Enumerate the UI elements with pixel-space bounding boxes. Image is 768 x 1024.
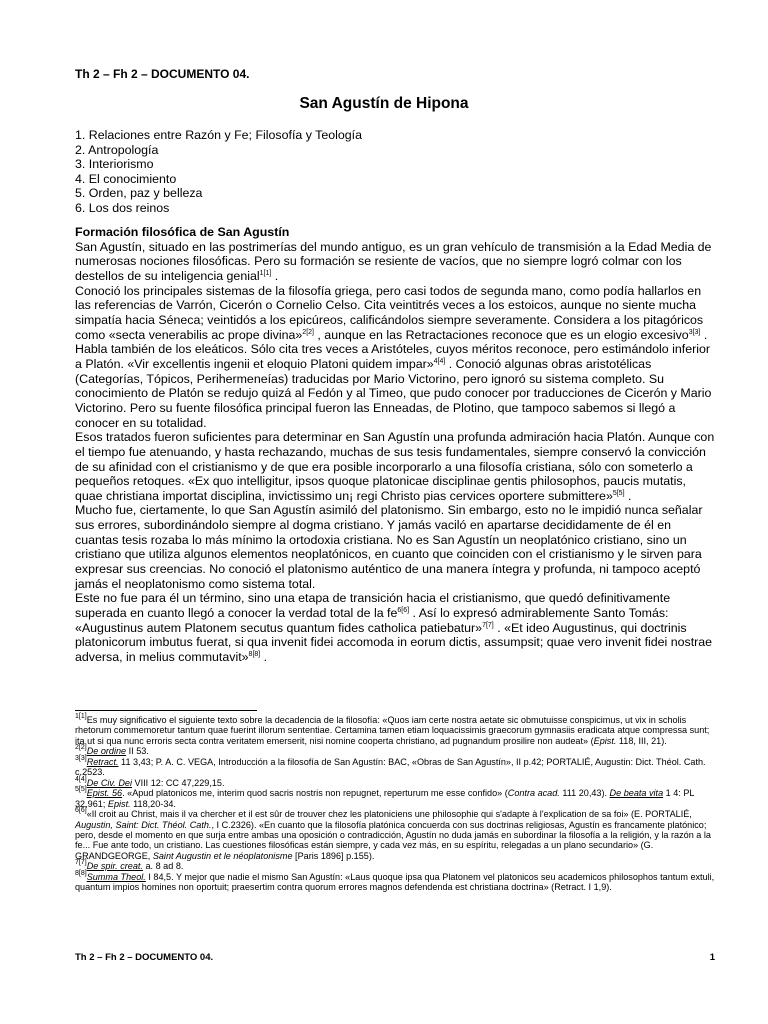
paragraph-text: , aunque en las Retractaciones reconoce que es un elogio excesivo [313,327,689,342]
footer-label: Th 2 – Fh 2 – DOCUMENTO 04. [75,952,214,963]
paragraph-text: Conoció los principales sistemas de la filosofía griega, pero casi todos de segunda mano, como podía hallarlos en las referencias de Varrón, Cicerón o Cornelio Celso. Cita veintitrés veces a los estoicos, aunque no siente mucha simpatía hacia Séneca; veintidós a los epicúreos, calificándolos siempre severamente. Considera a los pitagóricos como «secta venerabilis ac prope divina» [75,283,704,342]
footnote-italic: Augustin, Saint: Dict. Théol. Cath. [75,819,212,830]
footnote-italic: Epist. [593,735,617,746]
topic-item: 6. Los dos reinos [75,200,170,215]
paragraph-3 [75,430,715,503]
footnote-text: . «Apud platonicos me, interim quod sacris nostris non repugnet, reperturum me esse confido» ( [122,788,508,799]
topic-item: 5. Orden, paz y belleza [75,186,203,201]
footnote-text: II 53. [126,746,149,757]
page-number: 1 [709,952,715,963]
topic-item: 3. Interiorismo [75,157,154,172]
footnote-text: «Il croit au Christ, mais il va chercher et il est sûr de trouver chez les platoniciens une philosophie qui s'adapte à l'explication de sa foi» (E. PORTALIÉ, [86,809,692,820]
document-title: San Agustín de Hipona [299,95,469,112]
paragraph-text: . [271,268,279,283]
paragraph-2 [75,284,715,431]
footnote-text: 111 20,43). [559,788,610,799]
footnote-ref[interactable]: 7[7] [482,621,494,629]
document-header-label: Th 2 – Fh 2 – DOCUMENTO 04. [75,67,250,81]
footnote-ref[interactable]: 3[3] [688,328,701,336]
footnote-marker[interactable]: 7[7] [75,859,87,867]
paragraph-4 [75,503,715,591]
footnote-text: 11 3,43; P. A. C. VEGA, Introducción a la filosofía de San Agustín: BAC, «Obras de San Agustín», II p.42; PORTALIÉ, Augustin: Dict. Théol. Cath. c.2523. [75,756,706,778]
footnote-text: [Paris 1896] p.155). [292,850,375,861]
footnote-ref[interactable]: 6[6] [397,607,410,615]
paragraph-text: San Agustín, situado en las postrimerías del mundo antiguo, es un gran vehículo de transmisión a la Edad Media de numerosas nociones filosóficas. Pero su formación se resiente de vacíos, que no siempre logró colmar con los destellos de su inteligencia genial [75,239,712,283]
footnote-text: , I C.2326). «En cuanto que la filosofía platónica concuerda con sus doctrinas religiosas, Agustín es francamente platónico; pero, desde el momento en que surja entre ambas una oposición o contradicción, Agustín no duda jamás en subordinar la filosofía a la religión, y la razón a la fe... Fue ante todo, un cristiano. Las cuestiones filosóficas están siempre, y cada vez más, en su espíritu, relegadas a un plano secundario» (G. GRANDGEORGE, [75,819,711,861]
footnote-2 [75,746,721,756]
paragraph-text: . «Et ideo Augustinus, qui doctrinis platonicorum imbutus fuerat, si qua invenit fidei accomoda in eorum dictis, assumpsit; quae vero invenit fidei nostrae adversa, in melius commutavit» [75,620,713,665]
footnote-7 [75,861,721,871]
paragraph-text: Este no fue para él un término, sino una etapa de transición hacia el cristianismo, que quedó definitivamente superada en cuanto llegó a conocer la verdad total de la fe [75,591,671,621]
footnote-ref[interactable]: 8[8] [248,651,261,659]
footnote-italic: Saint Augustin et le néoplatonisme [152,850,293,861]
footnote-ref[interactable]: 5[5] [612,489,625,497]
topic-item: 4. El conocimiento [75,171,177,186]
main-text [75,225,715,665]
paragraph-text: . [260,650,268,665]
topic-list [75,128,362,216]
footnote-italic: Epist. 56 [86,788,123,799]
footnote-italic: De Civ. Dei [86,777,132,788]
topic-item: 2. Antropología [75,142,159,157]
paragraph-1 [75,240,715,284]
footnote-ref[interactable]: 2[2] [302,328,314,336]
footnote-text: 118,20-34. [130,798,176,809]
footnote-italic: De spir. creat. [86,861,143,872]
footnote-5 [75,788,721,809]
paragraph-text: . Conoció algunas obras aristotélicas (Categorías, Tópicos, Perihermeneías) traducidas por Mario Victorino, pero ignoró su sistema completo. Su conocimiento de Platón se redujo quizá al Fedón y al Timeo, que pudo conocer por traducciones de Cicerón y Mario Victorino. Pero su fuente filosófica principal fueron las Enneadas, de Plotino, que tampoco sabemos si llegó a conocer en su totalidad. [75,356,712,430]
footnote-italic: De beata vita [609,788,664,799]
paragraph-text: . [624,488,632,503]
footnote-ref[interactable]: 4[4] [433,357,446,365]
paragraph-5 [75,591,715,664]
footnote-divider [75,710,257,711]
footnote-italic: Retract. [86,756,119,767]
footnote-italic: Epist. [107,798,131,809]
footnote-marker[interactable]: 5[5] [75,786,87,794]
footnote-6 [75,809,721,861]
footnote-4 [75,775,721,788]
page-footer [75,952,715,963]
paragraph-text: Mucho fue, ciertamente, lo que San Agustín asimiló del platonismo. Sin embargo, esto no le impidió nunca señalar sus errores, subordinándolo siempre al dogma cristiano. Y jamás vaciló en apartarse decididamente de él en cuantas tesis rozaba lo más mínimo la ortodoxia cristiana. No es San Agustín un neoplatónico cristiano, sino un cristiano que utiliza algunos elementos neoplatónicos, en cuanto que coinciden con el cristianismo y le sirven para expresar sus creencias. No conoció el platonismo auténtico de una manera íntegra y profunda, ni tampoco aceptó jamás el neoplatonismo como sistema total. [75,503,703,591]
section-heading: Formación filosófica de San Agustín [75,225,290,239]
footnote-marker[interactable]: 4[4] [75,775,87,783]
footnote-marker[interactable]: 6[6] [75,807,87,815]
footnotes [75,715,721,893]
paragraph-text: . Habla también de los eleáticos. Sólo cita tres veces a Aristóteles, cuyos méritos reconoce, pero estimándolo inferior a Platón. «Vir excellentis ingenii et eloquio Platoni quidem impar» [75,327,710,371]
footnote-text: Es muy significativo el siguiente texto sobre la decadencia de la filosofía: «Quos iam certe nostra aetate sic obmutuisse conspicimus, ut vix in scholis rhetorum commemoretur tantum quae fuerint illorum sententiae. Certamina tamen etiam loquacissimis graecorum gymnasiis eradicata atque compressa sunt; ita ut si qua nunc erroris secta contra veritatem emerserit, nisi nomine cooperta christiano, ad pugnandum prosilire non audeat» ( [75,715,710,746]
footnote-3 [75,754,721,778]
footnote-8 [75,869,721,893]
paragraph-text: Esos tratados fueron suficientes para determinar en San Agustín una profunda admiración hacia Platón. Aunque con el tiempo fue atenuando, y hasta rechazando, muchas de sus tesis fundamentales, siempre conservó la convicción de su afinidad con el cristianismo y de que era posible incorporarlo a una filosofía cristiana, sólo con someterlo a pequeños retoques. «Ex quo intelligitur, ipsos quoque platonicae disciplinae gentis philosophos, paucis mutatis, quae christiana importat disciplina, invictissimo un¡ regi Christo pias cervices oportere submittere» [75,430,715,503]
footnote-italic: Summa Theol. [86,871,146,882]
footnote-marker[interactable]: 1[1] [75,713,87,720]
footnote-1 [75,715,721,746]
footnote-text: a. 8 ad 8. [142,861,184,872]
footnote-text: 1 4: PL 32,961; [75,788,695,809]
topic-item: 1. Relaciones entre Razón y Fe; Filosofía y Teología [75,128,362,142]
footnote-text: I 84,5. Y mejor que nadie el mismo San Agustín: «Laus quoque ipsa qua Platonem vel platonicos seu academicos philosophos tantum extuli, quantum impios homines non oportuit; praesertim contra quorum errores magnos defendenda est christiana doctrina» (Retract. I 1,9). [75,871,715,893]
footnote-italic: De ordine [86,746,127,757]
footnote-italic: Contra acad. [507,788,560,799]
footnote-text: 118, III, 21). [616,735,667,746]
footnote-ref[interactable]: 1[1] [259,269,272,277]
paragraph-text: . Así lo expresó admirablemente Santo Tomás: «Augustinus autem Platonem secutus quantum fides catholica patiebatur» [75,606,669,635]
footnote-text: VIII 12: CC 47,229,15. [132,777,225,788]
footnote-marker[interactable]: 2[2] [75,744,87,752]
footnote-marker[interactable]: 3[3] [75,754,87,762]
footnote-marker[interactable]: 8[8] [75,869,87,877]
